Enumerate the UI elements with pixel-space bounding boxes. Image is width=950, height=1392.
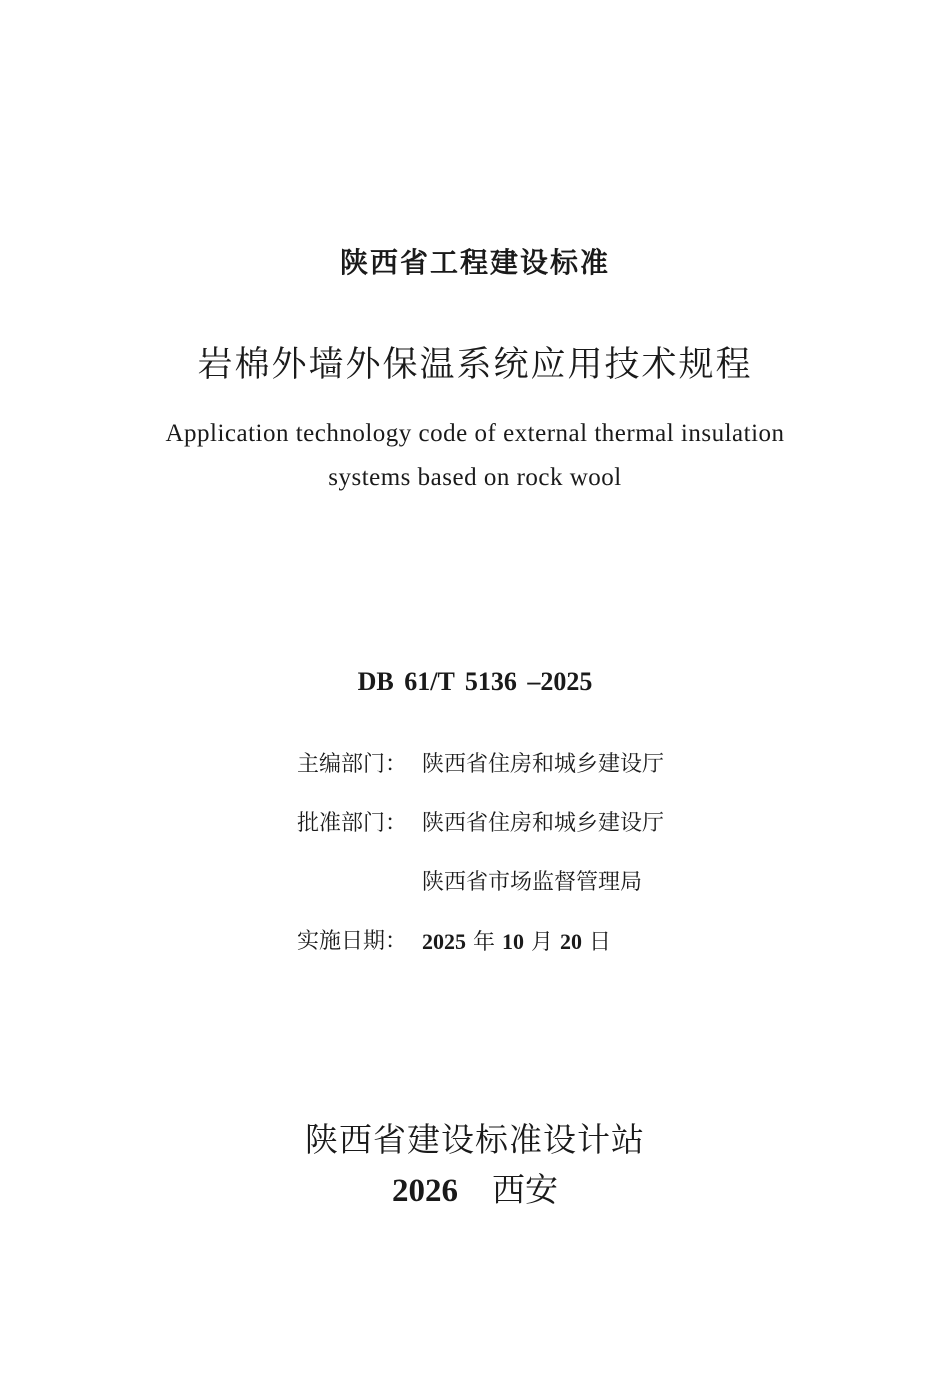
date-day: 20 xyxy=(560,929,582,954)
date-label: 实施日期： xyxy=(297,929,408,954)
date-month-unit: 月 xyxy=(524,930,560,955)
date-year: 2025 xyxy=(422,929,466,954)
approver-value-2: 陕西省市场监督管理局 xyxy=(422,870,643,895)
title-english-line-2: systems based on rock wool xyxy=(328,464,622,491)
series-title: 陕西省工程建设标准 xyxy=(339,246,610,279)
title-chinese: 岩棉外墙外保温系统应用技术规程 xyxy=(197,345,753,385)
approver-value-1: 陕西省住房和城乡建设厅 xyxy=(422,811,665,836)
title-english xyxy=(0,412,950,500)
publication-year: 2026 xyxy=(392,1173,458,1209)
editor-label: 主编部门： xyxy=(297,752,408,777)
publisher-name: 陕西省建设标准设计站 xyxy=(305,1120,645,1159)
title-english-line-1: Application technology code of external thermal insulation xyxy=(165,420,785,447)
approver-label: 批准部门： xyxy=(297,811,408,836)
editor-value: 陕西省住房和城乡建设厅 xyxy=(422,752,665,777)
publication-line xyxy=(0,1167,950,1214)
date-month: 10 xyxy=(502,929,524,954)
publication-city: 西安 xyxy=(492,1170,558,1209)
date-value xyxy=(422,927,611,958)
standard-code: DB 61/T 5136 –2025 xyxy=(357,667,593,696)
date-day-unit: 日 xyxy=(582,930,611,955)
date-year-unit: 年 xyxy=(466,930,502,955)
